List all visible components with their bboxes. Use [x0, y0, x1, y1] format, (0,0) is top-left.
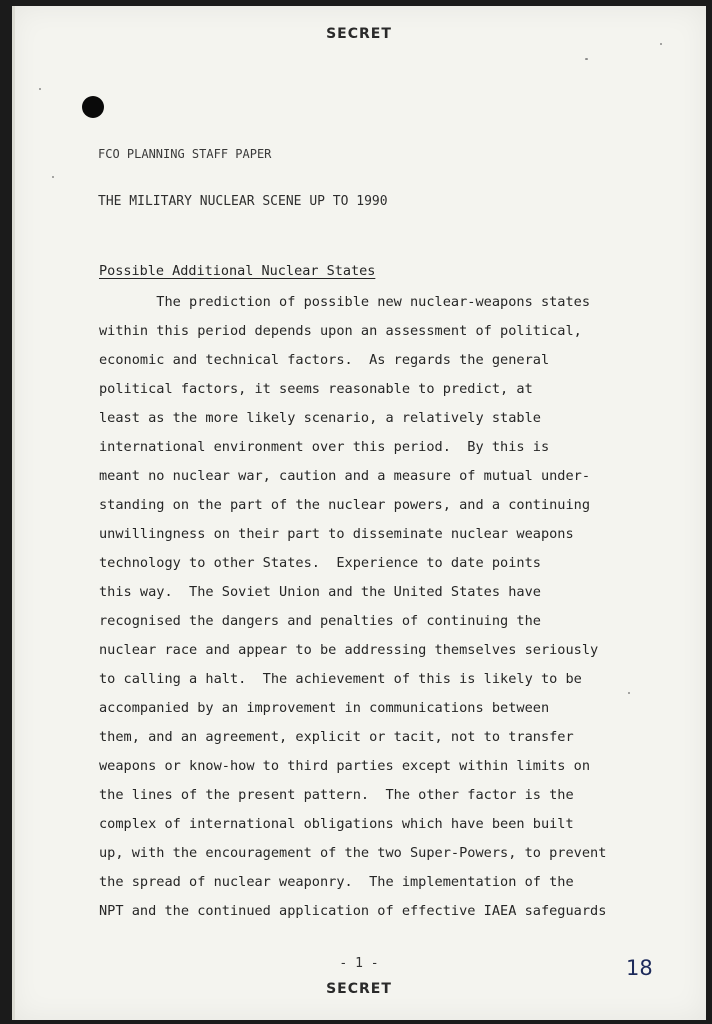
body-line: within this period depends upon an assessment of political, [99, 323, 582, 339]
body-line: recognised the dangers and penalties of continuing the [99, 613, 541, 629]
paper-speck [628, 692, 630, 694]
body-line: weapons or know-how to third parties except within limits on [99, 758, 591, 774]
section-heading: Possible Additional Nuclear States [99, 263, 376, 279]
body-line: standing on the part of the nuclear powers, and a continuing [99, 497, 591, 513]
body-line: accompanied by an improvement in communications between [99, 700, 550, 716]
body-line: the lines of the present pattern. The other factor is the [99, 787, 574, 803]
body-line: political factors, it seems reasonable to predict, at [99, 381, 533, 397]
document-page [12, 6, 706, 1020]
body-line: economic and technical factors. As regards the general [99, 352, 550, 368]
body-line: technology to other States. Experience to date points [99, 555, 541, 571]
body-line: to calling a halt. The achievement of this is likely to be [99, 671, 582, 687]
body-line: meant no nuclear war, caution and a measure of mutual under- [99, 468, 591, 484]
body-line: unwillingness on their part to disseminate nuclear weapons [99, 526, 574, 542]
body-line: The prediction of possible new nuclear-weapons states [99, 294, 591, 310]
paper-speck [39, 88, 41, 90]
body-line: international environment over this period. By this is [99, 439, 550, 455]
body-line: the spread of nuclear weaponry. The implementation of the [99, 874, 574, 890]
body-line: them, and an agreement, explicit or tacit, not to transfer [99, 729, 574, 745]
handwritten-folio-number: 18 [626, 956, 653, 980]
paper-speck [660, 43, 662, 45]
body-text [99, 288, 659, 926]
classification-marking-bottom: SECRET [326, 981, 392, 997]
body-line: nuclear race and appear to be addressing themselves seriously [99, 642, 599, 658]
paper-speck [585, 58, 588, 60]
paper-label: FCO PLANNING STAFF PAPER [98, 147, 272, 161]
body-line: up, with the encouragement of the two Super-Powers, to prevent [99, 845, 607, 861]
body-line: complex of international obligations which have been built [99, 816, 574, 832]
document-title: THE MILITARY NUCLEAR SCENE UP TO 1990 [98, 194, 388, 209]
punch-hole [82, 96, 104, 118]
body-line: NPT and the continued application of effective IAEA safeguards [99, 903, 607, 919]
page-edge [12, 6, 15, 1020]
paper-speck [52, 176, 54, 178]
body-line: this way. The Soviet Union and the United States have [99, 584, 541, 600]
body-line: least as the more likely scenario, a relatively stable [99, 410, 541, 426]
page-number: - 1 - [339, 956, 379, 971]
classification-marking-top: SECRET [326, 26, 392, 42]
